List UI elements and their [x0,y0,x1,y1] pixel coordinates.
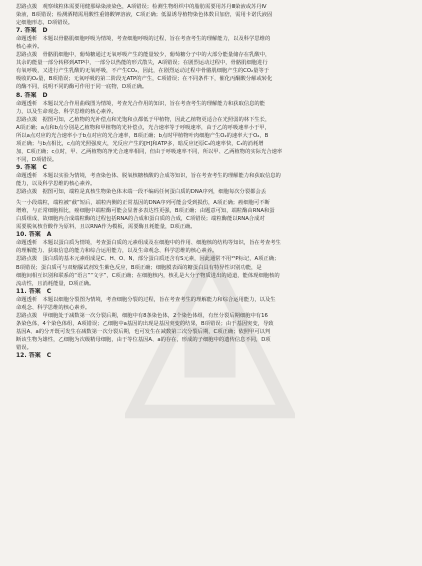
text-line: 命题透析 本题以细胞分裂图为情境，考查细胞分裂的过程，旨在考查考生的理解能力和综合运用能力，以及生 [16,296,276,303]
question-answer-heading: 7. 答案 D [16,27,48,35]
text-line: 条染色体，4个染色体组，A项错误；乙细胞中a基因的出现是基因突变的结果，B项错误；由于基因突变，导致 [16,320,274,327]
text-line: 白质组成，故细胞内合成端粒酶的过程包括RNA的合成和蛋白质的合成，C项错误；端粒酶能以RNA合成对 [16,216,265,223]
text-line: 的理解能力、获取信息的能力和综合运用能力，以及生命观念、科学思维的核心素养。 [16,248,218,255]
question-answer-heading: 10. 答案 A [16,231,52,239]
text-line: 命题透析 本题以蛋白质为情境，考查蛋白质的元素组成及在细胞中的作用、细胞核的结构等知识，旨在考查考生 [16,240,281,247]
question-answer-heading: 9. 答案 C [16,163,47,171]
text-line: 失一小段端粒，端粒被“截”短后，端粒内侧的正常基因的DNA序列可能会受到损伤，A项正确；癌细胞可不断 [16,200,270,207]
text-line: 能力，以及科学思维的核心素养。 [16,181,96,188]
question-answer-heading: 8. 答案 D [16,91,48,99]
text-line: 吸收的O₂量，B项错误；无氧呼吸的第二阶段无ATP的产生，C项错误；在不同条件下，催化丙酮酸分解或转化 [16,76,273,83]
text-line: 所以a点对应的光合速率小于b点对应的光合速率，B项正确；b点时甲植物叶肉细胞产生O₂的速率大于O₂，B [16,132,269,139]
text-line: 核心素养。 [16,44,43,51]
text-line: 需要脱氧核苷酸作为原料，且以RNA作为模板，需要酶且耗能量，D项正确。 [16,224,196,231]
text-line: 命观念、科学思维的核心素养。 [16,304,91,311]
text-line: 断该生物为雄性，乙细胞为次级精母细胞，由于等位基因A、a的存在，形成的子细胞中的遗传信息不同，D项 [16,336,271,343]
text-line: 思路点拨 甲细胞处于减数第一次分裂后期，细胞中有8条染色体，2个染色体组，有丝分裂后期细胞中有16 [16,312,268,319]
text-line: 流动性，且消耗能量，D项正确。 [16,280,95,287]
text-line: 细胞间相互识别和联系的“语言”“文字”，C项正确；在细胞核内，核孔是大分子物质进出的通道，能体现细胞核的 [16,272,280,279]
text-line: 思路点拨 观察线粒体需要用健那绿染液染色，A项错误；检测生物组织中的脂肪需要用苏丹Ⅲ染液或苏丹Ⅳ [16,4,267,10]
text-line: 染液，B项错误；检测酒精需用酸性重铬酸钾溶液，C项正确；低温诱导植物染色体数目加倍，需用卡诺氏液固 [16,12,273,19]
text-line: 加，C项正确；c点时，甲、乙两植物的净光合速率相同，但由于呼吸速率不同，所以甲、乙两植物的实际光合速率 [16,148,283,155]
text-line: 思路点拨 蛋白质的基本元素组成是C、H、O、N，部分蛋白质还含有S元素，因此通常不用¹⁵P标记，A项正确； [16,256,280,263]
text-line: 命题透析 本题以实验为情境，考查染色体、脱氧核糖核酸的合成等知识，旨在考查考生的理解能力和获取信息的 [16,172,281,179]
question-answer-heading: 12. 答案 C [16,352,52,360]
text-line: A项正确；a点和b点分别是乙植物和甲植物的光补偿点，光合速率等于呼吸速率，由于乙的呼吸速率小于甲， [16,124,270,131]
text-line: 其余的能量一部分转移到ATP中，一部分以热能的形式散失，A项错误；在剧烈运动过程中，骨骼肌细胞进行 [16,60,268,67]
text-line: 思路点拨 据图可知，端粒是真核生物染色体末端一段不编码任何蛋白质的DNA序列，细胞每次分裂都会丢 [16,189,267,196]
text-line: 有氧呼吸，又进行产生乳酸的无氧呼吸，不产生CO₂，因此，在剧烈运动过程中骨骼肌细胞产生的CO₂量等于 [16,68,270,75]
text-line: 思路点拨 据图可知，乙植物的光补偿点和光饱和点都低于甲植物，因此乙植物更适合在光照弱的林下生长， [16,116,271,123]
text-line: 错误。 [16,344,32,351]
question-answer-heading: 11. 答案 C [16,287,52,295]
text-line: 项正确；与b点相比，c点的光照强度大，光反应产生的[H]和ATP多，暗反应还原C₃的速率快，C₃的消耗增 [16,140,264,147]
text-line: 的酶不同，说明不同的酶可作用于同一底物，D项正确。 [16,84,148,91]
page-content [16,3,406,360]
text-line: 基因A、a的分开既可发生在减数第一次分裂后期，也可发生在减数第二次分裂后期，C项正确；依照甲可以判 [16,328,271,335]
text-line: 力，以及生命观念、科学思维的核心素养。 [16,108,117,115]
text-line: B项错误；蛋白质可与双缩脲试剂发生紫色反应，B项正确；细胞膜表面的糖蛋白具有特异性识别功能，是 [16,264,262,271]
text-line: 命题透析 本题以骨骼肌细胞呼吸为情境，考查细胞呼吸的过程，旨在考查考生的理解能力，以及科学思维的 [16,36,271,43]
text-line: 增殖，与正常细胞相比，癌细胞中端粒酶可能会显著多表达性更强，B项正确；由题意可知，端粒酶由RNA和蛋 [16,208,275,215]
text-line: 思路点拨 骨骼肌细胞中，葡萄糖通过无氧呼吸产生的能量较少，葡萄糖分子中的大部分能量储存在乳酸中， [16,52,271,59]
text-line: 命题透析 本题以光合作用曲线图为情境，考查光合作用的知识，旨在考查考生的理解能力和获取信息的能 [16,100,265,107]
text-line: 定细胞形态，D项错误。 [16,20,74,27]
text-line: 不同，D项错误。 [16,156,58,163]
